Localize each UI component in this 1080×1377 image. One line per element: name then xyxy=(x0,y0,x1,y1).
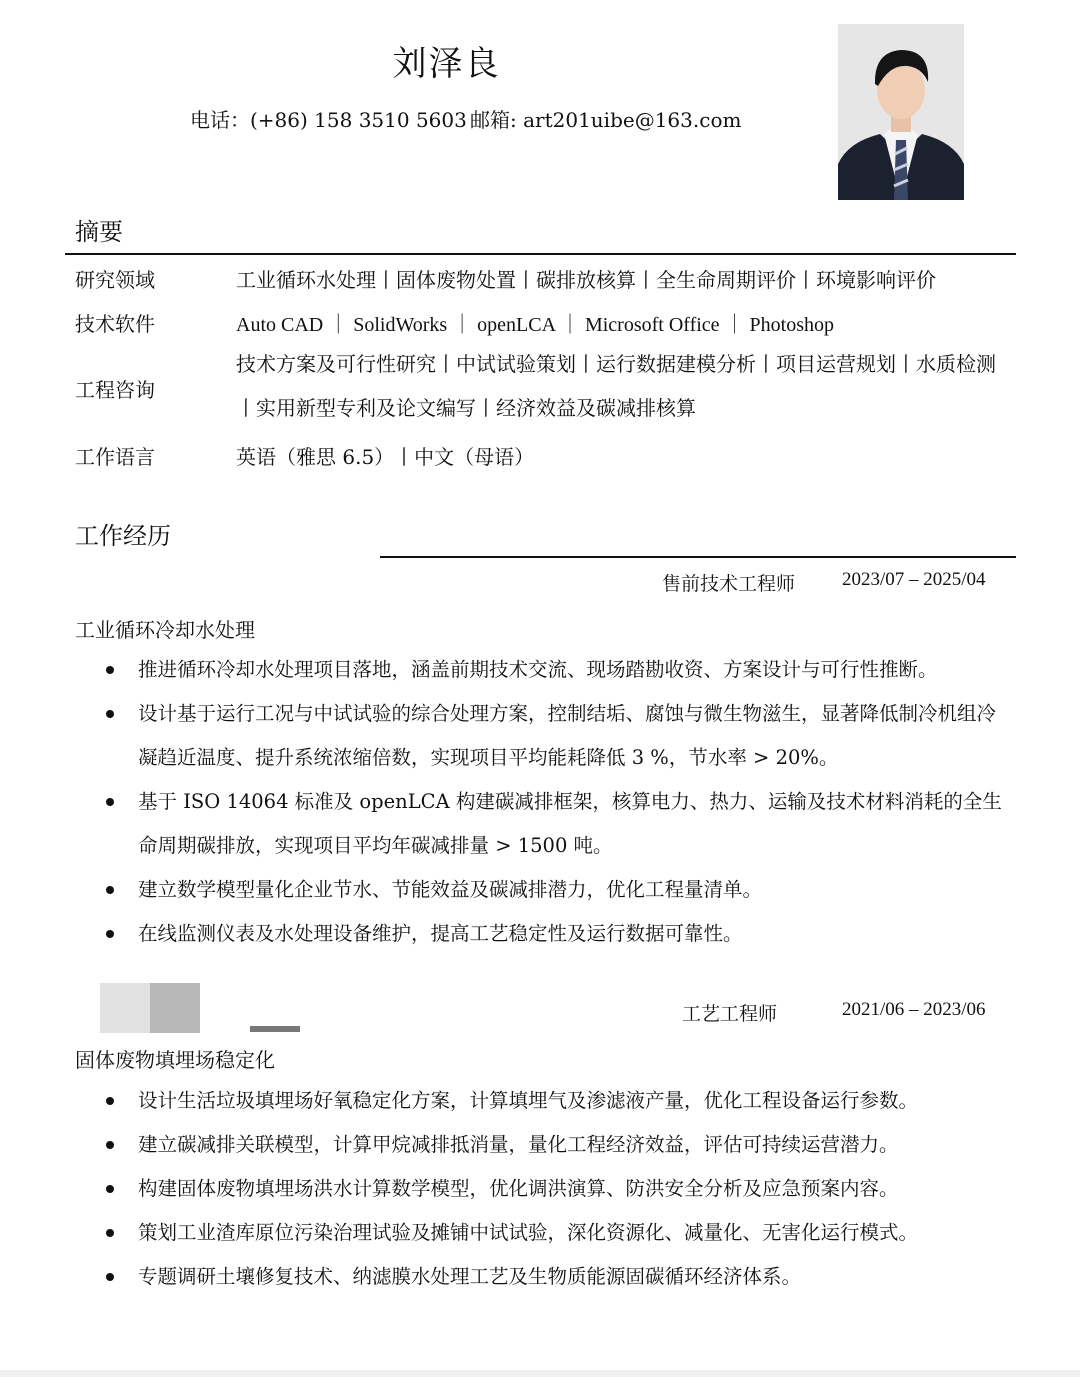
job-role: 售前技术工程师 xyxy=(662,573,796,595)
project-title: 固体废物填埋场稳定化 xyxy=(75,1048,275,1072)
phone-number: 电话：(+86) 158 3510 5603 xyxy=(190,108,467,132)
section-title-experience: 工作经历 xyxy=(75,522,171,550)
section-divider xyxy=(380,556,1016,558)
list-item: 在线监测仪表及水处理设备维护，提高工艺稳定性及运行数据可靠性。 xyxy=(102,912,1012,956)
job-period: 2023/07 – 2025/04 xyxy=(842,569,986,590)
summary-label-software: 技术软件 xyxy=(75,312,155,336)
email-address: 邮箱: art201uibe@163.com xyxy=(470,108,742,132)
list-item: 设计基于运行工况与中试试验的综合处理方案，控制结垢、腐蚀与微生物滋生，显著降低制冷机组冷凝趋近温度、提升系统浓缩倍数，实现项目平均能耗降低 3 %，节水率 > 20%。 xyxy=(102,692,1012,780)
list-item: 构建固体废物填埋场洪水计算数学模型，优化调洪演算、防洪安全分析及应急预案内容。 xyxy=(102,1167,1012,1211)
list-item: 基于 ISO 14064 标准及 openLCA 构建碳减排框架，核算电力、热力、运输及技术材料消耗的全生命周期碳排放，实现项目平均年碳减排量 > 1500 吨。 xyxy=(102,780,1012,868)
summary-label-language: 工作语言 xyxy=(75,445,155,469)
job-role: 工艺工程师 xyxy=(682,1003,778,1025)
list-item: 推进循环冷却水处理项目落地，涵盖前期技术交流、现场踏勘收资、方案设计与可行性推断。 xyxy=(102,648,1012,692)
section-title-summary: 摘要 xyxy=(75,218,123,246)
candidate-name: 刘泽良 xyxy=(392,44,501,84)
list-item: 建立碳减排关联模型，计算甲烷减排抵消量，量化工程经济效益，评估可持续运营潜力。 xyxy=(102,1123,1012,1167)
job-bullet-list xyxy=(102,648,1012,956)
summary-value-language: 英语（雅思 6.5）丨中文（母语） xyxy=(236,445,535,469)
list-item: 策划工业渣库原位污染治理试验及摊铺中试试验，深化资源化、减量化、无害化运行模式。 xyxy=(102,1211,1012,1255)
project-title: 工业循环冷却水处理 xyxy=(75,618,255,642)
summary-value-software: Auto CAD ｜ SolidWorks ｜ openLCA ｜ Microsoft Office ｜ Photoshop xyxy=(236,314,835,336)
section-divider xyxy=(65,253,1016,255)
job-bullet-list xyxy=(102,1079,1012,1299)
profile-photo xyxy=(838,24,964,200)
list-item: 专题调研土壤修复技术、纳滤膜水处理工艺及生物质能源固碳循环经济体系。 xyxy=(102,1255,1012,1299)
blurred-logo xyxy=(150,983,200,1033)
summary-label-consulting: 工程咨询 xyxy=(75,378,155,402)
summary-value-consulting: 技术方案及可行性研究丨中试试验策划丨运行数据建模分析丨项目运营规划丨水质检测丨实用新型专利及论文编写丨经济效益及碳减排核算 xyxy=(236,352,996,420)
blurred-logo xyxy=(100,983,150,1033)
blurred-logo xyxy=(250,1026,300,1032)
job-period: 2021/06 – 2023/06 xyxy=(842,999,986,1020)
list-item: 建立数学模型量化企业节水、节能效益及碳减排潜力，优化工程量清单。 xyxy=(102,868,1012,912)
list-item: 设计生活垃圾填埋场好氧稳定化方案，计算填埋气及渗滤液产量，优化工程设备运行参数。 xyxy=(102,1079,1012,1123)
page-bottom-edge xyxy=(0,1370,1080,1377)
summary-label-research: 研究领域 xyxy=(75,268,155,292)
summary-value-research: 工业循环水处理丨固体废物处置丨碳排放核算丨全生命周期评价丨环境影响评价 xyxy=(236,268,936,292)
